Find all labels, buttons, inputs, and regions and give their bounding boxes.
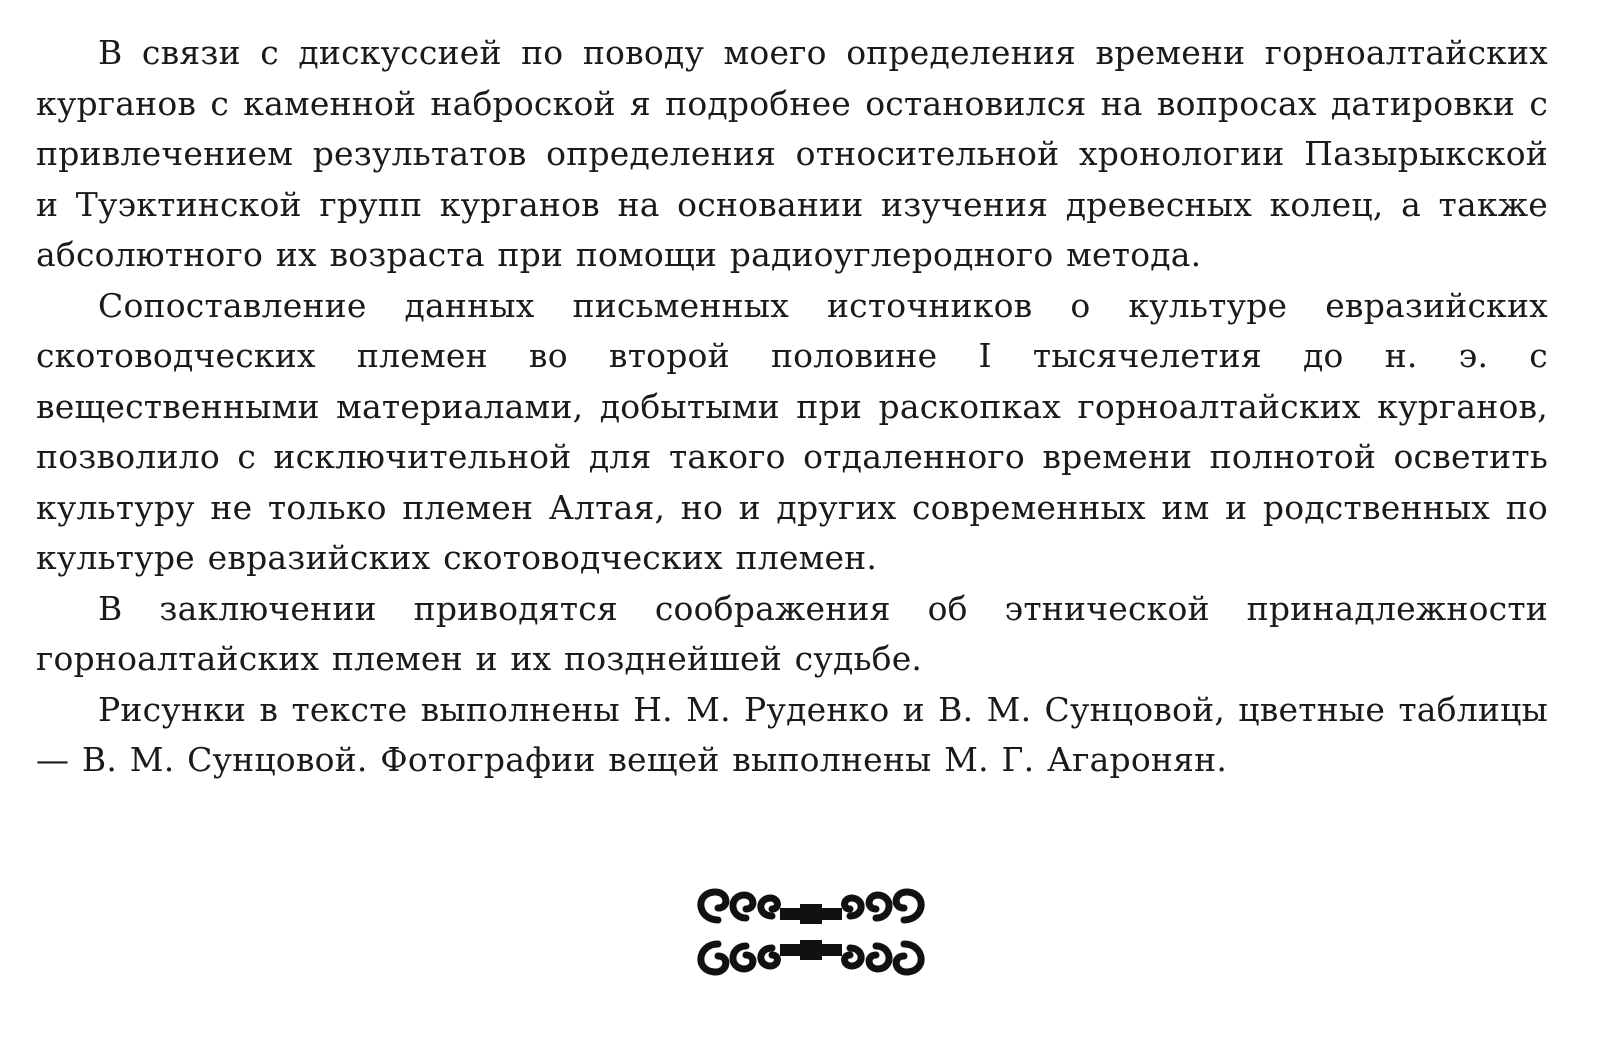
scroll-ornament-icon xyxy=(688,880,934,984)
paragraph-sources: Сопоставление данных письменных источников о культуре евразийских скотоводческих племен во второй половине I тысячелетия до н. э. с вещественными материалами, добытыми при раскопках горноалтайских курганов, позволило с исключительной для такого отдаленного времени полнотой осветить культуру не только племен Алтая, но и других современных им и родственных по культуре евразийских скотоводческих племен. xyxy=(36,285,1548,577)
paragraph-dating: В связи с дискуссией по поводу моего определения времени горноалтайских курганов с каменной наброской я подробнее остановился на вопросах датировки с привлечением результатов определения относительной хронологии Пазырыкской и Туэктинской групп курганов на основании изучения древесных колец, а также абсолютного их возраста при помощи радиоуглеродного метода. xyxy=(36,33,1548,274)
paragraph-credits: Рисунки в тексте выполнены Н. М. Руденко и В. М. Сунцовой, цветные таблицы — В. М. Сунцовой. Фотографии вещей выполнены М. Г. Агаронян. xyxy=(36,689,1548,779)
document-body xyxy=(36,28,1548,786)
paragraph-conclusion: В заключении приводятся соображения об этнической принадлежности горноалтайских племен и их позднейшей судьбе. xyxy=(36,588,1548,678)
